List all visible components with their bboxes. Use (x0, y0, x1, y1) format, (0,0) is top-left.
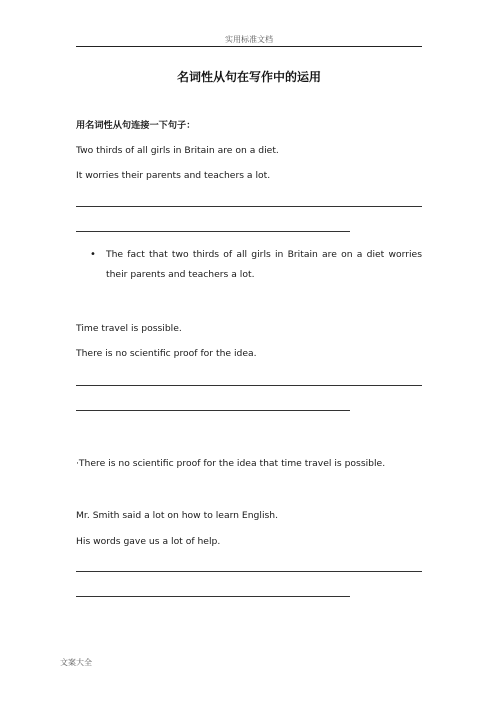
exercise-1-sentence-2: It worries their parents and teachers a lot. (76, 170, 271, 181)
exercise-3-answer-line-2 (76, 596, 350, 597)
exercise-1-sentence-1: Two thirds of all girls in Britain are on a diet. (76, 145, 279, 156)
exercise-1-answer-line-1 (76, 206, 422, 207)
page-header: 实用标准文档 (225, 35, 273, 44)
exercise-1-answer (90, 245, 422, 285)
exercise-2-sentence-1: Time travel is possible. (76, 323, 182, 334)
exercise-2-answer: ·There is no scientific proof for the idea that time travel is possible. (76, 458, 386, 469)
exercise-3-sentence-2: His words gave us a lot of help. (76, 536, 221, 547)
document-title: 名词性从句在写作中的运用 (176, 70, 321, 84)
exercise-2-answer-line-1 (76, 385, 422, 386)
exercise-3-sentence-1: Mr. Smith said a lot on how to learn English. (76, 510, 279, 521)
exercise-1-answer-text: The fact that two thirds of all girls in Britain are on a diet worries their parents and teachers a lot. (106, 249, 422, 280)
exercise-2-answer-line-2 (76, 410, 350, 411)
exercise-1-answer-line-2 (76, 231, 350, 232)
page-footer: 文案大全 (60, 658, 92, 667)
instruction-heading: 用名词性从句连接一下句子： (76, 120, 196, 131)
header-rule (76, 46, 422, 47)
bullet-icon: • (90, 249, 96, 260)
exercise-3-answer-line-1 (76, 571, 422, 572)
exercise-2-sentence-2: There is no scientific proof for the idea. (76, 348, 257, 359)
